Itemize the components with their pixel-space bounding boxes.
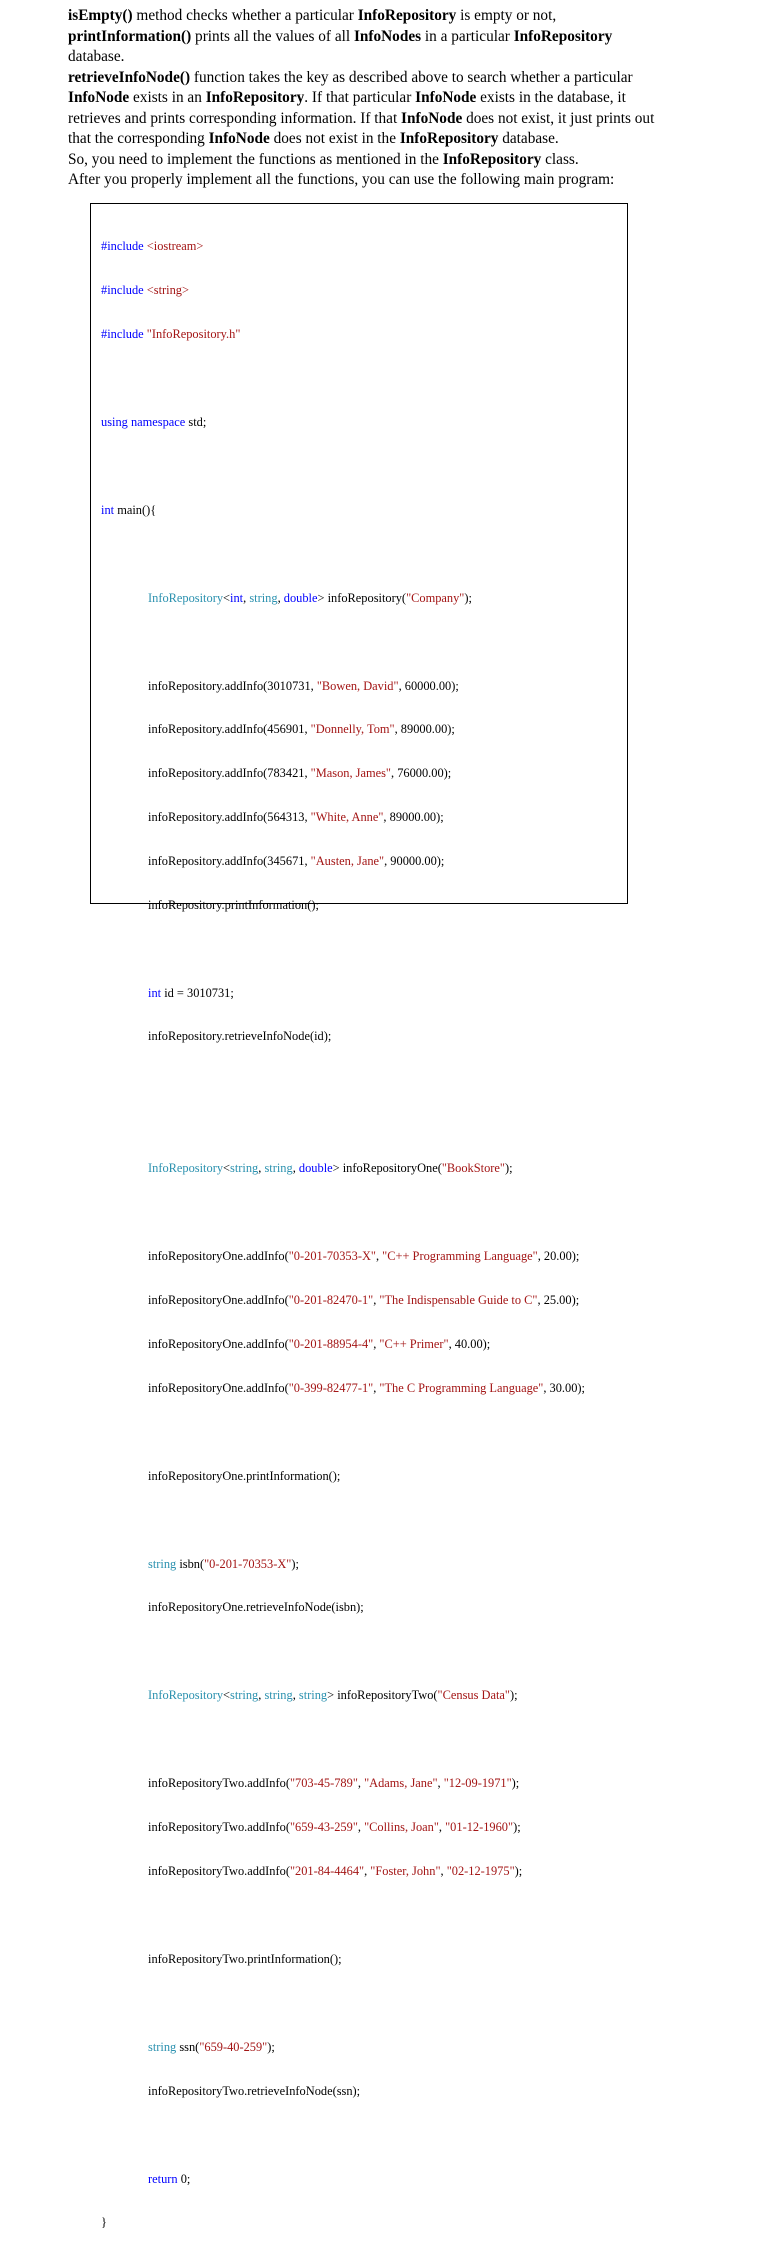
paragraph-line6: retrieves and prints corresponding information. If that InfoNode does not exist, it just prints out	[68, 109, 655, 127]
code-line-close-brace: }	[101, 2215, 107, 2230]
code-listing	[101, 210, 585, 2259]
code-line-add: infoRepositoryTwo.addInfo("201-84-4464", "Foster, John", "02-12-1975");	[148, 1863, 523, 1878]
paragraph-line7: that the corresponding InfoNode does not exist in the InfoRepository database.	[68, 130, 559, 147]
code-line-add: infoRepository.addInfo(456901, "Donnelly, Tom", 89000.00);	[148, 722, 455, 737]
code-line-isbn: string isbn("0-201-70353-X");	[148, 1556, 299, 1571]
code-line-add: infoRepositoryTwo.addInfo("703-45-789", "Adams, Jane", "12-09-1971");	[148, 1776, 520, 1791]
code-line-print: infoRepositoryTwo.printInformation();	[148, 1951, 342, 1966]
code-line-retrieve: infoRepository.retrieveInfoNode(id);	[148, 1029, 332, 1044]
code-line-add: infoRepositoryOne.addInfo("0-399-82477-1", "The C Programming Language", 30.00);	[148, 1380, 585, 1395]
code-line-main: int main(){	[101, 502, 157, 517]
code-line-ssn: string ssn("659-40-259");	[148, 2039, 275, 2054]
code-line-add: infoRepositoryOne.addInfo("0-201-70353-X", "C++ Programming Language", 20.00);	[148, 1249, 580, 1264]
code-line-decl-company: InfoRepository<int, string, double> infoRepository("Company");	[148, 590, 472, 605]
code-line-using: using namespace std;	[101, 414, 207, 429]
code-line-include-header: #include "InfoRepository.h"	[101, 326, 241, 341]
code-line-add: infoRepositoryOne.addInfo("0-201-88954-4", "C++ Primer", 40.00);	[148, 1336, 491, 1351]
paragraph-isempty: isEmpty() method checks whether a particular InfoRepository is empty or not,	[68, 7, 557, 24]
code-line-include-iostream: #include <iostream>	[101, 239, 204, 254]
code-line-add: infoRepositoryTwo.addInfo("659-43-259", "Collins, Joan", "01-12-1960");	[148, 1820, 521, 1835]
paragraph-printinformation: printInformation() prints all the values of all InfoNodes in a particular InfoRepository	[68, 27, 613, 45]
code-line-add: infoRepositoryOne.addInfo("0-201-82470-1", "The Indispensable Guide to C", 25.00);	[148, 1293, 580, 1308]
code-line-add: infoRepository.addInfo(345671, "Austen, Jane", 90000.00);	[148, 853, 445, 868]
code-line-add: infoRepository.addInfo(564313, "White, Anne", 89000.00);	[148, 809, 444, 824]
code-line-add: infoRepository.addInfo(783421, "Mason, James", 76000.00);	[148, 766, 452, 781]
code-line-decl-census: InfoRepository<string, string, string> infoRepositoryTwo("Census Data");	[148, 1688, 518, 1703]
code-line-add: infoRepository.addInfo(3010731, "Bowen, David", 60000.00);	[148, 678, 459, 693]
paragraph-line5: InfoNode exists in an InfoRepository. If that particular InfoNode exists in the database, it	[68, 89, 626, 106]
paragraph-retrieveinfonode: retrieveInfoNode() function takes the key as described above to search whether a particular	[68, 68, 633, 86]
code-line-print: infoRepository.printInformation();	[148, 897, 319, 912]
code-line-retrieve: infoRepositoryTwo.retrieveInfoNode(ssn);	[148, 2083, 361, 2098]
code-line-include-string: #include <string>	[101, 282, 189, 297]
code-line-retrieve: infoRepositoryOne.retrieveInfoNode(isbn);	[148, 1600, 364, 1615]
code-line-decl-bookstore: InfoRepository<string, string, double> infoRepositoryOne("BookStore");	[148, 1161, 513, 1176]
instructions-text	[68, 6, 748, 191]
paragraph-line9: After you properly implement all the functions, you can use the following main program:	[68, 171, 615, 188]
code-listing-box	[90, 203, 628, 2230]
paragraph-database: database.	[68, 48, 125, 65]
code-line-print: infoRepositoryOne.printInformation();	[148, 1468, 341, 1483]
paragraph-line8: So, you need to implement the functions as mentioned in the InfoRepository class.	[68, 150, 579, 168]
code-line-return: return 0;	[148, 2171, 191, 2186]
code-line-id: int id = 3010731;	[148, 985, 234, 1000]
